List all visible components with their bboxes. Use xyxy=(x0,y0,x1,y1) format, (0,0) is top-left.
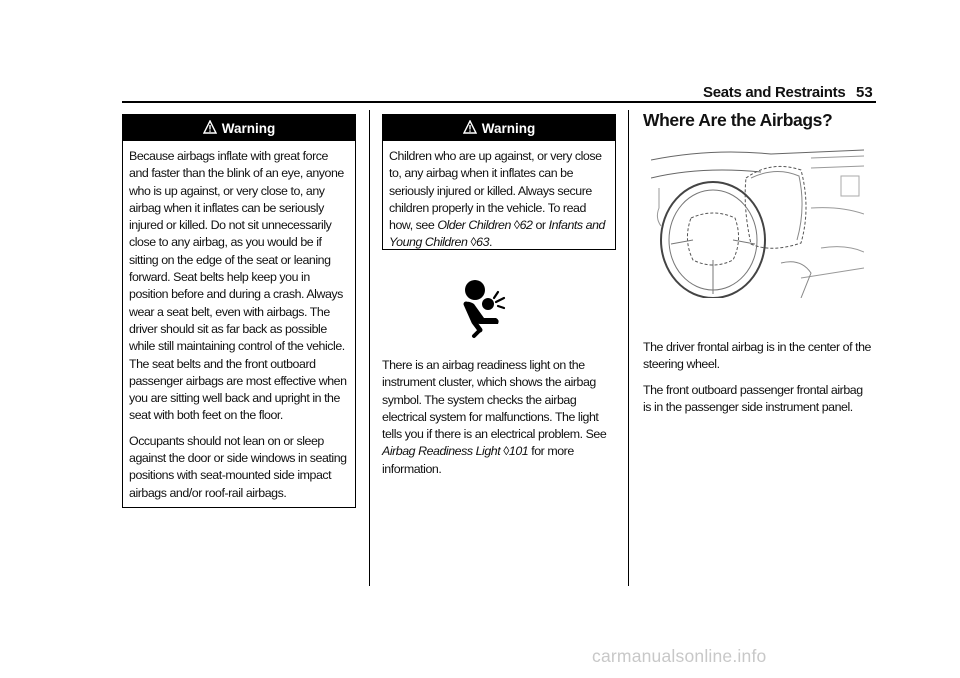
airbag-readiness-paragraph xyxy=(382,357,614,486)
link-airbag-readiness-light[interactable]: Airbag Readiness Light xyxy=(382,444,501,459)
link-infants-young-children[interactable]: Infants and Young Children xyxy=(389,218,605,250)
body-text: There is an airbag readiness light on the instrument cluster, which shows the airbag symbol. The system checks the airbag electrical system for malfunctions. The light tells you if there is an electrical problem. See xyxy=(382,358,607,442)
header-rule xyxy=(122,101,876,103)
passenger-airbag-paragraph: The front outboard passenger frontal airbag is in the passenger side instrument panel. xyxy=(643,382,863,414)
column-divider-1 xyxy=(369,110,370,586)
driver-airbag-paragraph: The driver frontal airbag is in the center of the steering wheel. xyxy=(643,340,871,372)
warning-paragraph: Because airbags inflate with great force and faster than the blink of an eye, anyone who is up against, or very close to, any airbag when it inflates can be seriously injured or killed. Do not sit unnecessarily close to any airbag, as you would be if sitting on the edge of the seat or leaning forward. Seat belts help keep you in position before and during a crash. Always wear a seat belt, even with airbags. The driver should sit as far back as possible while still maintaining control of the vehicle. The seat belts and the front outboard passenger airbags are most effective when you are sitting well back and upright in the seat with both feet on the floor. xyxy=(129,149,347,423)
connector-text: or xyxy=(532,218,549,233)
page-ref: 62 xyxy=(519,218,533,233)
page-number: 53 xyxy=(856,84,873,101)
warning-paragraph: Occupants should not lean on or sleep against the door or side windows in seating positions with seat-mounted side impact airbags and/or roof-rail airbags. xyxy=(129,433,347,500)
warning-text-start: Children who are up against, or very close to, any airbag when it inflates can be seriously injured or killed. Always secure children properly in the vehicle. To read how, see xyxy=(389,149,602,233)
right-column-text xyxy=(643,339,873,424)
column-divider-2 xyxy=(628,110,629,586)
page-ref: 101 xyxy=(508,444,529,459)
body-text: for more information. xyxy=(382,444,574,476)
warning-text xyxy=(383,141,615,258)
warning-triangle-icon xyxy=(203,120,217,134)
airbag-readiness-icon xyxy=(454,278,516,340)
warning-text xyxy=(123,141,355,508)
warning-box-children xyxy=(382,114,616,250)
page-ref-symbol: ◊ xyxy=(503,444,509,459)
section-heading: Where Are the Airbags? xyxy=(643,110,833,130)
section-title: Seats and Restraints xyxy=(703,84,846,101)
page-ref: 63 xyxy=(476,235,490,250)
airbag-location-figure xyxy=(651,148,864,298)
warning-header xyxy=(383,115,615,141)
warning-triangle-icon xyxy=(463,120,477,134)
page-ref-symbol: ◊ xyxy=(470,235,477,250)
sentence-end: . xyxy=(489,235,493,250)
warning-title: Warning xyxy=(221,120,276,136)
link-older-children[interactable]: Older Children xyxy=(437,218,511,233)
watermark: carmanualsonline.info xyxy=(592,646,767,666)
warning-header xyxy=(123,115,355,141)
page-ref-symbol: ◊ xyxy=(513,218,520,233)
warning-title: Warning xyxy=(481,120,536,136)
warning-box-airbag-force xyxy=(122,114,356,508)
